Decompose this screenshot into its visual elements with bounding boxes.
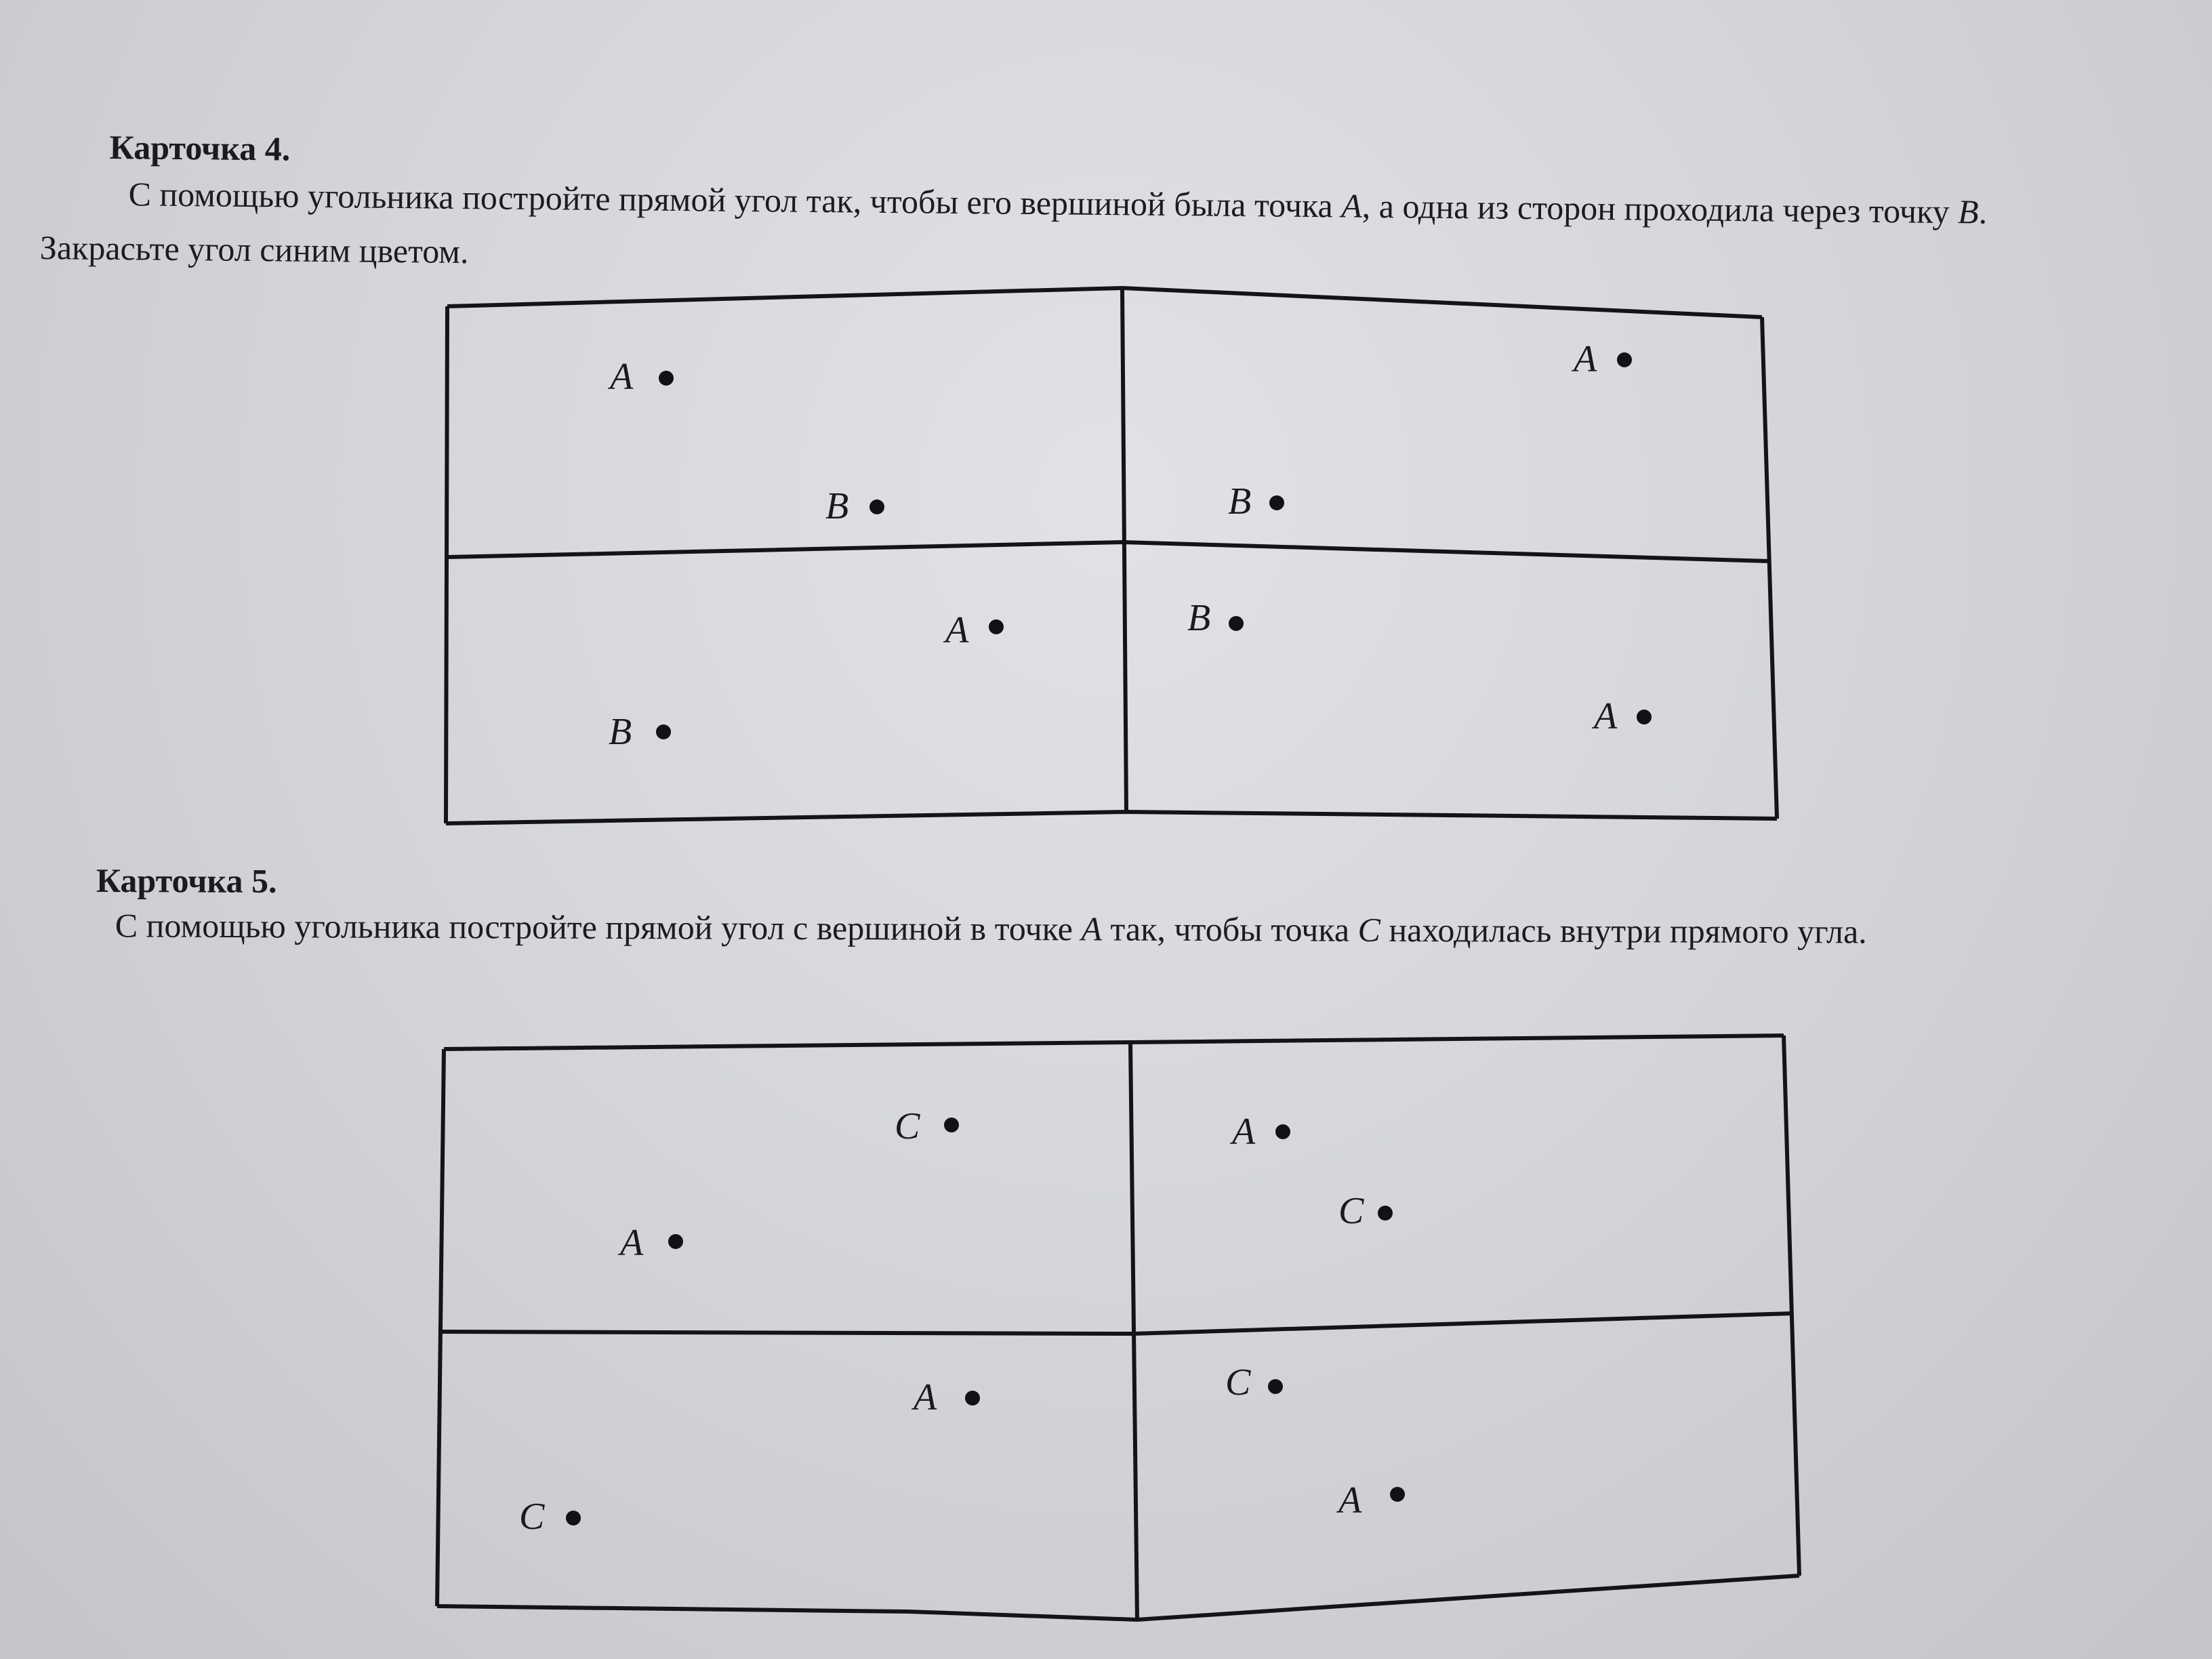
card5-cell-1-point-c	[895, 1105, 959, 1147]
point-dot	[1378, 1206, 1393, 1221]
text-run: С помощью угольника постройте прямой угол с вершиной в точке	[115, 906, 1082, 948]
point-dot	[1275, 1124, 1290, 1139]
card4-title: Карточка 4.	[109, 127, 291, 168]
point-dot	[668, 1234, 683, 1249]
text-run: . Закрасьте угол синим цветом.	[39, 192, 1988, 271]
point-label: A	[1338, 1479, 1362, 1521]
point-name: C	[1357, 910, 1381, 949]
card5-cell-3-point-a	[911, 1376, 980, 1418]
point-label: A	[914, 1376, 937, 1418]
point-label: A	[620, 1222, 644, 1264]
point-dot	[944, 1118, 959, 1132]
point-label: C	[895, 1105, 920, 1147]
point-label: B	[609, 711, 632, 753]
card5-cell-1-point-a	[617, 1222, 683, 1264]
point-dot	[1390, 1487, 1405, 1502]
card5-cell-2	[1229, 1111, 1393, 1232]
point-label: A	[1232, 1111, 1256, 1153]
text-run: находилась внутри прямого угла.	[1380, 910, 1867, 951]
point-label: A	[610, 356, 634, 398]
point-name: A	[1081, 909, 1103, 948]
point-label: C	[519, 1496, 545, 1538]
point-label: B	[1228, 480, 1252, 523]
point-name: A	[1340, 186, 1363, 225]
point-label: A	[1574, 338, 1597, 380]
point-dot	[1268, 1379, 1283, 1394]
point-dot	[566, 1511, 581, 1525]
point-label: A	[1594, 695, 1618, 737]
point-label: A	[945, 609, 969, 651]
card5-cell-3	[519, 1376, 980, 1538]
card5-cell-3-point-c	[519, 1496, 581, 1538]
card5-cell-4-point-c	[1225, 1361, 1283, 1404]
card5-cell-4-point-a	[1336, 1479, 1405, 1521]
point-name: B	[1957, 192, 1979, 231]
point-dot	[965, 1391, 980, 1406]
text-run: так, чтобы точка	[1101, 909, 1358, 949]
card5-cell-2-point-a	[1229, 1111, 1290, 1153]
card5-frame	[437, 1036, 1799, 1620]
card5-cell-1	[617, 1105, 959, 1264]
card5-cell-2-point-c	[1338, 1190, 1393, 1232]
text-run: С помощью угольника постройте прямой угол так, чтобы его вершиной была точка	[128, 175, 1342, 225]
point-label: C	[1225, 1361, 1251, 1404]
point-label: B	[1187, 597, 1211, 639]
card5-title: Карточка 5.	[96, 861, 277, 900]
point-label: B	[825, 485, 849, 527]
text-run: , а одна из сторон проходила через точку	[1361, 186, 1959, 231]
card5-cell-4	[1225, 1361, 1405, 1521]
point-label: C	[1338, 1190, 1364, 1232]
